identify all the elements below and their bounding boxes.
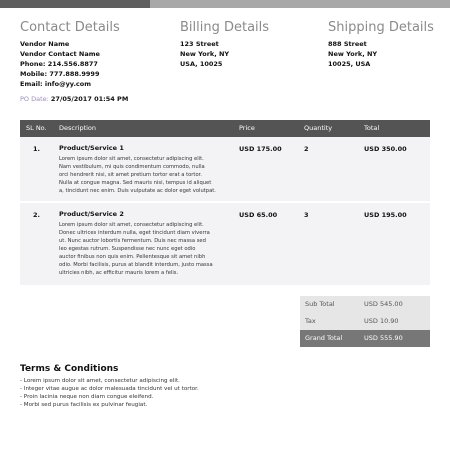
desc-line: Lorem ipsum dolor sit amet, consectetur adipiscing elit. (59, 156, 204, 162)
desc-line: ultricies nibh, ac efficitur mauris lorem a felis. (59, 270, 179, 276)
col-header-description: Description (59, 124, 97, 132)
terms-heading: Terms & Conditions (20, 364, 119, 374)
billing-line: 123 Street (180, 40, 219, 48)
desc-line: Lorem ipsum dolor sit amet, consectetur adipiscing elit. (59, 222, 204, 228)
billing-line: New York, NY (180, 50, 230, 58)
vendor-email: Email: info@yy.com (20, 80, 92, 88)
vendor-mobile: Mobile: 777.888.9999 (20, 70, 100, 78)
col-header-quantity: Quantity (304, 124, 333, 132)
desc-line: odio. Morbi facilisis, purus at blandit interdum, justo massa (59, 262, 213, 268)
row-price: USD 65.00 (239, 211, 278, 219)
top-accent-bar (0, 0, 450, 8)
totals-box (300, 296, 430, 347)
row-quantity: 3 (304, 211, 309, 219)
terms-section (20, 364, 199, 409)
po-date (20, 95, 128, 103)
contact-details (20, 20, 120, 89)
row-sl-number: 1. (33, 145, 40, 153)
row-description (59, 210, 237, 277)
billing-details (180, 20, 269, 69)
desc-line: Donec ultrices interdum nulla, eget tincidunt diam viverra (59, 230, 210, 236)
desc-line: auctor finibus non quis enim. Pellentesque sit amet nibh (59, 254, 206, 260)
po-date-value: 27/05/2017 01:54 PM (50, 95, 129, 103)
table-header (20, 120, 430, 137)
tax-label: Tax (305, 317, 316, 325)
billing-line: USA, 10025 (180, 60, 223, 68)
contact-heading: Contact Details (20, 20, 120, 35)
grand-total-label: Grand Total (305, 334, 343, 342)
shipping-details (328, 20, 434, 69)
row-quantity: 2 (304, 145, 309, 153)
col-header-price: Price (239, 124, 255, 132)
vendor-name: Vendor Name (20, 40, 70, 48)
billing-heading: Billing Details (180, 20, 270, 35)
terms-item: - Integer vitae augue ac dolor malesuada tincidunt vel ut tortor. (20, 386, 199, 392)
terms-item: - Morbi sed purus facilisis ex pulvinar feugiat. (20, 402, 148, 408)
shipping-line: 888 Street (328, 40, 367, 48)
accent-bar-light (150, 0, 450, 8)
accent-bar-dark (0, 0, 160, 8)
desc-line: ut. Nunc auctor lobortis fermentum. Duis nec massa sed (59, 238, 206, 244)
tax-row (300, 313, 430, 330)
tax-value: USD 10.90 (364, 317, 399, 325)
subtotal-label: Sub Total (305, 300, 335, 308)
row-sl-number: 2. (33, 211, 40, 219)
table-row (20, 137, 430, 201)
subtotal-value: USD 545.00 (364, 300, 403, 308)
row-description (59, 144, 237, 195)
desc-line: a, tincidunt nec enim. Duis vulputate ac dolor eget volutpat. (59, 188, 216, 194)
shipping-line: New York, NY (328, 50, 378, 58)
item-description (59, 221, 237, 277)
vendor-phone: Phone: 214.556.8877 (20, 60, 98, 68)
subtotal-row (300, 296, 430, 313)
table-row (20, 203, 430, 285)
shipping-line: 10025, USA (328, 60, 371, 68)
row-price: USD 175.00 (239, 145, 282, 153)
row-total: USD 195.00 (364, 211, 407, 219)
grand-total-row (300, 330, 430, 347)
desc-line: Nam vestibulum, mi quis condimentum commodo, nulla (59, 164, 205, 170)
vendor-contact-name: Vendor Contact Name (20, 50, 100, 58)
item-title: Product/Service 2 (59, 210, 124, 218)
po-date-label: PO Date: (20, 95, 49, 103)
terms-item: - Proin lacinia neque non diam congue eleifend. (20, 394, 154, 400)
shipping-heading: Shipping Details (328, 20, 434, 35)
desc-line: leo egestas rutrum. Suspendisse nec nunc eget odio (59, 246, 196, 252)
col-header-total: Total (364, 124, 380, 132)
col-header-sl: SL No. (26, 124, 47, 132)
desc-line: Nulla at congue magna. Sed mauris nisi, tempus id aliquet (59, 180, 212, 186)
grand-total-value: USD 555.90 (364, 334, 403, 342)
desc-line: orci hendrerit nisi, sit amet pretium tortor erat a tortor. (59, 172, 202, 178)
item-title: Product/Service 1 (59, 144, 124, 152)
item-description (59, 155, 237, 195)
terms-item: - Lorem ipsum dolor sit amet, consectetur adipiscing elit. (20, 378, 180, 384)
row-total: USD 350.00 (364, 145, 407, 153)
